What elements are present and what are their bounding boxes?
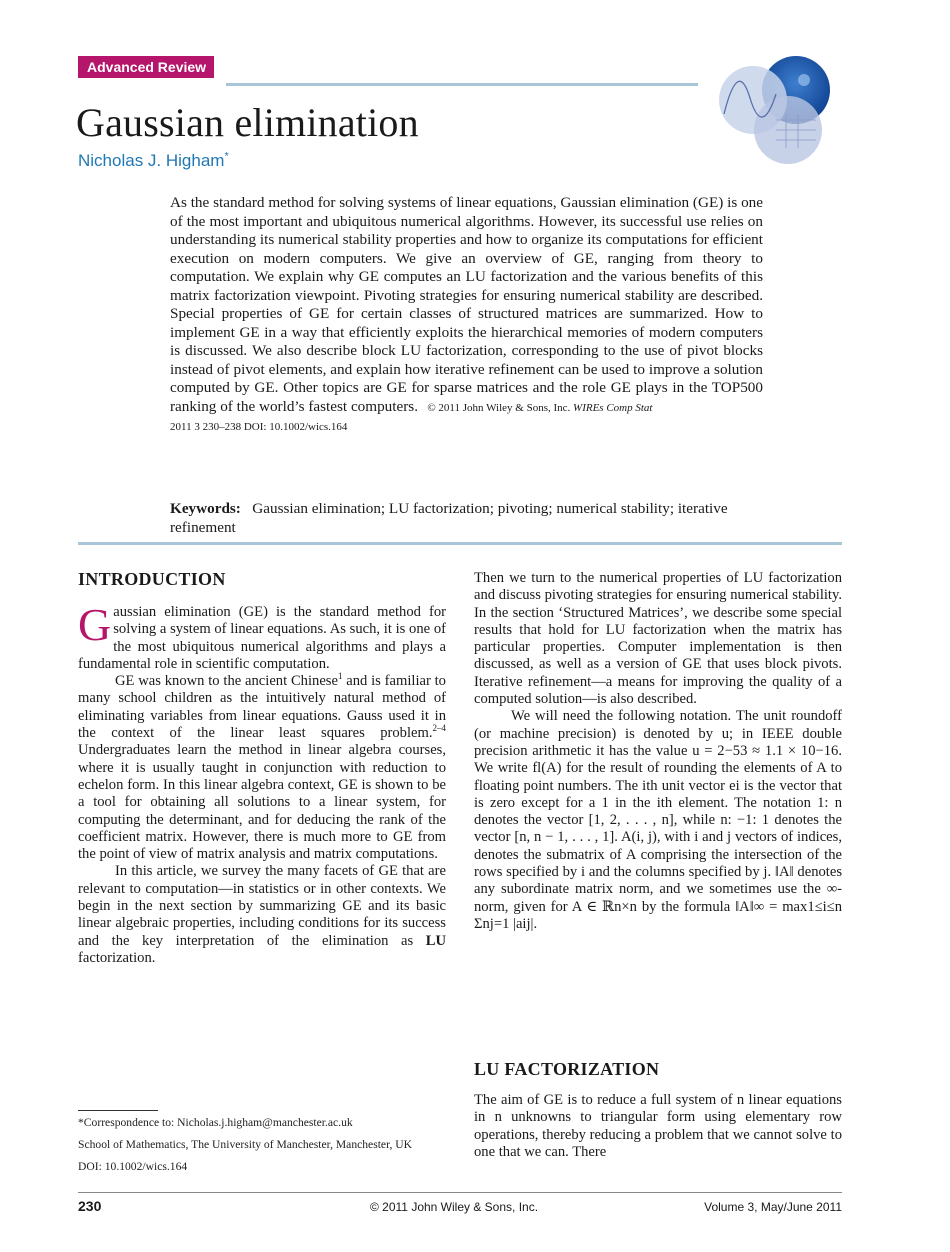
intro-p3-bold: LU <box>425 932 446 949</box>
journal-name: WIREs Comp Stat <box>573 401 653 414</box>
author-line[interactable] <box>78 150 229 172</box>
left-column <box>78 568 446 967</box>
intro-p2a: GE was known to the ancient Chinese <box>115 673 338 690</box>
abstract-text: As the standard method for solving systems of linear equations, Gaussian elimination (GE) is one of the most important and ubiquitous numerical algorithms. However, its successful use relies on understanding its numerical stability properties and how to organize its computations for efficient execution on modern computers. We give an overview of GE, ranging from theory to computation. We explain why GE computes an LU factorization and the various benefits of this matrix factorization viewpoint. Pivoting strategies for ensuring numerical stability are described. Special properties of GE for certain classes of structured matrices are summarized. How to implement GE in a way that efficiently exploits the hierarchical memories of modern computers is discussed. We also describe block LU factorization, corresponding to the use of pivot blocks instead of pivot elements, and explain how iterative refinement can be used to improve a solution computed by GE. Other topics are GE for sparse matrices and the role GE plays in the TOP500 ranking of the world’s fastest computers. <box>170 194 763 415</box>
author-name: Nicholas J. Higham <box>78 151 225 170</box>
citation-line: 2011 3 230–238 DOI: 10.1002/wics.164 <box>170 421 348 433</box>
drop-cap: G <box>78 599 112 650</box>
intro-p1-text: aussian elimination (GE) is the standard method for solving a system of linear equations. As such, it is one of the most ubiquitous numerical algorithms and plays a fundamental role in scientific computation. <box>78 604 446 672</box>
intro-paragraph-3 <box>78 863 446 967</box>
keywords-text: Gaussian elimination; LU factorization; pivoting; numerical stability; iterative refinement <box>170 500 728 536</box>
top-rule <box>226 83 698 86</box>
intro-p2b: and is familiar to many school children as the intuitively natural method of eliminating variables from linear equations. Gauss used it in the context of the linear least squares problem. <box>78 673 446 742</box>
intro-paragraph-1 <box>78 599 446 673</box>
doi-note[interactable]: DOI: 10.1002/wics.164 <box>78 1160 188 1173</box>
footnote-rule <box>78 1110 158 1111</box>
intro-p3b: factorization. <box>78 949 156 966</box>
intro-p2c: Undergraduates learn the method in linear algebra courses, where it is usually taught in conjunction with reduction to echelon form. In this linear algebra context, GE is shown to be a tool for obtaining all solutions to a linear system, for computing the determinant, and for deducing the rank of the coefficient matrix. However, there is much more to GE from the point of view of matrix analysis and matrix computations. <box>78 742 446 863</box>
intro-paragraph-2 <box>78 673 446 863</box>
lu-paragraph: The aim of GE is to reduce a full system of n linear equations in n unknowns to triangular form using elementary row operations, thereby reducing a problem that we cannot solve to one that we can. There <box>474 1092 842 1160</box>
author-mark: * <box>224 150 229 163</box>
affiliation-note: School of Mathematics, The University of Manchester, Manchester, UK <box>78 1138 413 1151</box>
ref-2-4[interactable]: 2–4 <box>432 723 446 734</box>
ref-1[interactable]: 1 <box>337 671 343 682</box>
footer-rule <box>78 1192 842 1193</box>
section-rule <box>78 542 842 545</box>
article-title: Gaussian elimination <box>76 100 419 145</box>
intro-heading: INTRODUCTION <box>78 569 226 589</box>
correspondence-note[interactable]: *Correspondence to: Nicholas.j.higham@manchester.ac.uk <box>78 1116 353 1129</box>
right-column <box>474 570 842 933</box>
footnotes <box>78 1116 448 1182</box>
journal-logo-icon <box>716 54 836 166</box>
lu-heading: LU FACTORIZATION <box>474 1059 660 1079</box>
intro-p3a: In this article, we survey the many facets of GE that are relevant to computation—in statistics or in other contexts. We begin in the next section by summarizing GE and its basic linear algebraic properties, including conditions for its success and the key interpretation of the elimination as <box>78 863 446 949</box>
footer-volume: Volume 3, May/June 2011 <box>704 1200 842 1214</box>
abstract <box>170 194 763 437</box>
page-number: 230 <box>78 1198 102 1214</box>
section-tag: Advanced Review <box>78 56 214 78</box>
abstract-copyright: © 2011 John Wiley & Sons, Inc. <box>427 401 571 414</box>
footer-copyright: © 2011 John Wiley & Sons, Inc. <box>370 1200 539 1214</box>
keywords <box>170 500 763 537</box>
right-paragraph-1: Then we turn to the numerical properties of LU factorization and discuss pivoting strategies for ensuring numerical stability. In the section ‘Structured Matrices’, we describe some special results that hold for LU factorization when the matrix has particular properties. Computer implementation is then discussed, as well as a version of GE that uses block pivots. Iterative refinement—a means for improving the quality of a computed solution—is also described. <box>474 570 842 708</box>
notation-paragraph: We will need the following notation. The unit roundoff (or machine precision) is denoted by u; in IEEE double precision arithmetic it has the value u = 2−53 ≈ 1.1 × 10−16. We write fl(A) for the result of rounding the elements of A to floating point numbers. The ith unit vector ei is the vector that is zero except for a 1 in the ith element. The notation 1: n denotes the vector [1, 2, . . . , n], while n: −1: 1 denotes the vector [n, n − 1, . . . , 1]. A(i, j), with i and j vectors of indices, denotes the submatrix of A comprising the intersection of the rows specified by i and the columns specified by j. ‖A‖ denotes any subordinate matrix norm, and we sometimes use the ∞-norm, given for A ∈ ℝn×n by the formula ‖A‖∞ = max1≤i≤n Σnj=1 |aij|. <box>474 708 842 932</box>
keywords-label: Keywords: <box>170 500 241 517</box>
